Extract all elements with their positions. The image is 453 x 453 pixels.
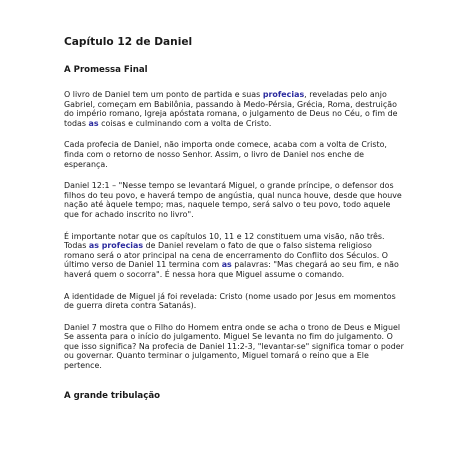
section-heading-promessa-final: A Promessa Final: [64, 65, 148, 75]
highlight-as: as: [88, 118, 99, 128]
section-heading-grande-tribulacao: A grande tribulação: [64, 390, 161, 401]
highlight-as-profecias: as profecias: [88, 241, 144, 251]
paragraph-2: Cada profecia de Daniel, não importa onde comece, acaba com a volta de Cristo, finda com o retorno de nosso Senhor. Assim, o livro de Daniel nos enche de esperança.: [64, 140, 387, 169]
paragraph-6: Daniel 7 mostra que o Filho do Homem entra onde se acha o trono de Deus e Miguel Se assenta para o início do julgamento. Miguel Se levanta no fim do julgamento. O que isso significa? Na profecia de Daniel 11:2-3, "levantar-se" significa tomar o poder ou governar. Quanto terminar o julgamento, Miguel tomará o reino que a Ele pertence.: [64, 322, 404, 371]
paragraph-1-text-a: O livro de Daniel tem um ponto de partida e suas: [64, 90, 263, 99]
paragraph-4-text-a: É importante notar que os capítulos 10, 11 e 12 constituem uma visão, não três. Todas: [64, 231, 385, 251]
paragraph-5: A identidade de Miguel já foi revelada: Cristo (nome usado por Jesus em momentos de guerra direta contra Satanás).: [64, 291, 396, 311]
highlight-profecias: profecias: [262, 90, 305, 99]
paragraph-3-verse: Daniel 12:1 – "Nesse tempo se levantará Miguel, o grande príncipe, o defensor dos filhos do teu povo, e haverá tempo de angústia, qual nunca houve, desde que houve nação até àquele tempo; mas, naquele tempo, será salvo o teu povo, todo aquele que for achado inscrito no livro".: [64, 181, 402, 219]
paragraph-4-text-b: de Daniel revelam o fato de que o falso sistema religioso romano será o ator principal na cena de encerramento do Conflito dos Séculos. O último verso de Daniel 11 termina com: [64, 241, 389, 270]
chapter-title: Capítulo 12 de Daniel: [64, 36, 193, 48]
paragraph-1-text-b: , reveladas pelo anjo Gabriel, começam em Babilônia, passando à Medo-Pérsia, Grécia, Roma, destruição do império romano, Igreja apóstata romana, o julgamento de Deus no Céu, o fim de todas: [64, 90, 398, 128]
paragraph-1: [64, 90, 404, 128]
paragraph-4: [64, 232, 404, 280]
highlight-as-2: as: [221, 260, 232, 270]
paragraph-1-text-c: coisas e culminando com a volta de Cristo.: [98, 118, 272, 128]
document-page: [64, 36, 404, 416]
paragraph-4-text-c: palavras: "Mas chegará ao seu fim, e não haverá quem o socorra". É nessa hora que Miguel assume o comando.: [64, 260, 399, 279]
